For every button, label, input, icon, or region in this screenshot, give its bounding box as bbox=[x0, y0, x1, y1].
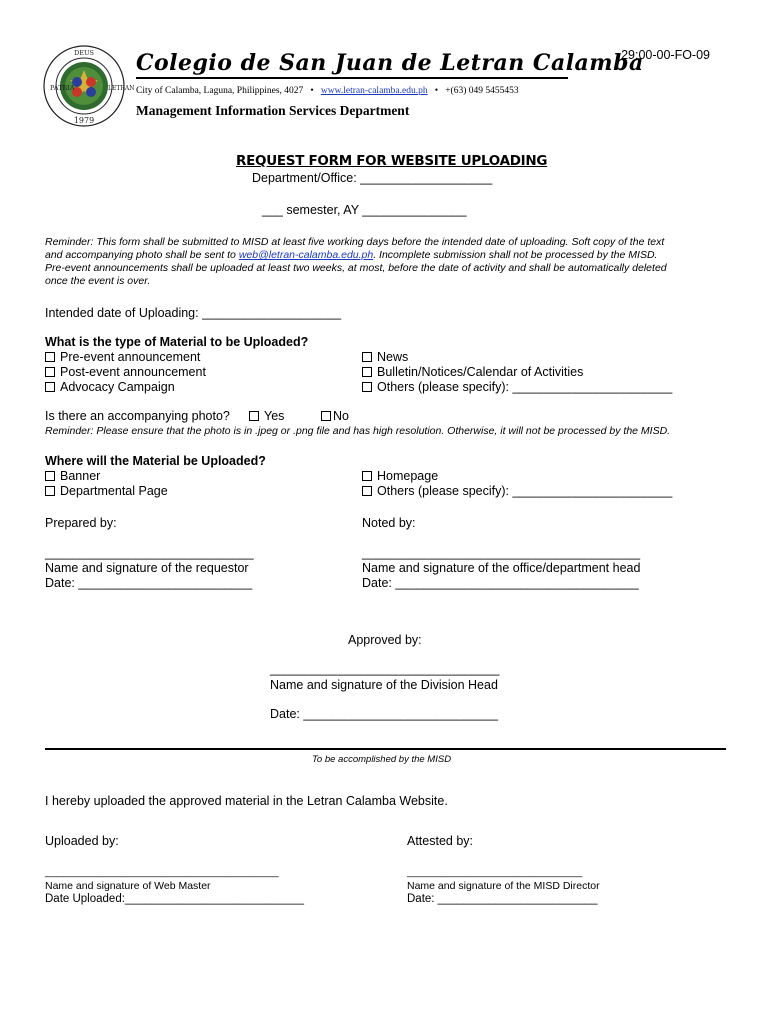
school-address-line bbox=[136, 86, 519, 96]
option-label: Yes bbox=[264, 409, 285, 423]
email-link[interactable]: web@letran-calamba.edu.ph bbox=[238, 249, 374, 261]
svg-text:DEUS: DEUS bbox=[74, 49, 94, 57]
division-head-date-field[interactable]: Date: ____________________________ bbox=[270, 707, 499, 721]
checkbox[interactable] bbox=[45, 367, 55, 377]
director-label: Name and signature of the MISD Director bbox=[407, 880, 600, 892]
form-title: REQUEST FORM FOR WEBSITE UPLOADING bbox=[236, 153, 548, 169]
material-option-pre-event[interactable] bbox=[45, 350, 200, 364]
checkbox[interactable] bbox=[45, 382, 55, 392]
approved-by-label: Approved by: bbox=[348, 633, 422, 647]
where-option-departmental-page[interactable] bbox=[45, 484, 168, 498]
phone: +(63) 049 5455453 bbox=[445, 86, 519, 96]
office-head-label: Name and signature of the office/department head bbox=[362, 561, 641, 575]
checkbox[interactable] bbox=[362, 471, 372, 481]
reminder-line-4: once the event is over. bbox=[45, 275, 151, 287]
checkbox[interactable] bbox=[362, 486, 372, 496]
school-name: Colegio de San Juan de Letran Calamba bbox=[136, 50, 644, 76]
option-label: Departmental Page bbox=[60, 484, 168, 498]
noted-by-label: Noted by: bbox=[362, 516, 416, 530]
option-label: News bbox=[377, 350, 409, 364]
photo-option-yes[interactable] bbox=[249, 409, 284, 423]
attested-by-label: Attested by: bbox=[407, 834, 474, 848]
upload-statement: I hereby uploaded the approved material in the Letran Calamba Website. bbox=[45, 794, 448, 808]
option-label: Homepage bbox=[377, 469, 439, 483]
checkbox[interactable] bbox=[249, 411, 259, 421]
svg-text:1979: 1979 bbox=[73, 116, 95, 125]
option-label: Banner bbox=[60, 469, 101, 483]
where-option-homepage[interactable] bbox=[362, 469, 438, 483]
bullet: • bbox=[434, 86, 439, 96]
header-rule bbox=[136, 77, 568, 79]
office-head-signature-line[interactable]: ________________________________________ bbox=[362, 546, 641, 560]
material-option-post-event[interactable] bbox=[45, 365, 206, 379]
option-label: Bulletin/Notices/Calendar of Activities bbox=[377, 365, 584, 379]
option-label: Others (please specify): _______________________ bbox=[377, 380, 673, 394]
checkbox[interactable] bbox=[45, 352, 55, 362]
uploaded-by-label: Uploaded by: bbox=[45, 834, 119, 848]
requestor-label: Name and signature of the requestor bbox=[45, 561, 249, 575]
office-head-date-field[interactable]: Date: ___________________________________ bbox=[362, 576, 639, 590]
option-label: Post-event announcement bbox=[60, 365, 206, 379]
photo-reminder: Reminder: Please ensure that the photo is in .jpeg or .png file and has high resolution. Otherwise, it will not be processed by the MISD. bbox=[45, 425, 671, 437]
reminder-line-3: Pre-event announcements shall be uploaded at least two weeks, at most, before the date of activity and shall be automatically deleted bbox=[45, 262, 667, 274]
option-label: No bbox=[333, 409, 349, 423]
checkbox[interactable] bbox=[45, 471, 55, 481]
checkbox[interactable] bbox=[45, 486, 55, 496]
web-master-label: Name and signature of Web Master bbox=[45, 880, 211, 892]
checkbox[interactable] bbox=[362, 367, 372, 377]
misd-caption: To be accomplished by the MISD bbox=[312, 754, 452, 765]
photo-option-no[interactable] bbox=[321, 409, 349, 423]
requestor-date-field[interactable]: Date: _________________________ bbox=[45, 576, 253, 590]
date-uploaded-field[interactable]: Date Uploaded:____________________________ bbox=[45, 893, 304, 905]
photo-question: Is there an accompanying photo? bbox=[45, 409, 230, 423]
requestor-signature-line[interactable]: ______________________________ bbox=[45, 546, 254, 560]
checkbox[interactable] bbox=[321, 411, 331, 421]
option-label: Pre-event announcement bbox=[60, 350, 201, 364]
checkbox[interactable] bbox=[362, 352, 372, 362]
department-name: Management Information Services Department bbox=[136, 103, 410, 118]
svg-text:PATRIA: PATRIA bbox=[50, 84, 75, 92]
semester-field[interactable]: ___ semester, AY _______________ bbox=[262, 203, 467, 217]
bullet: • bbox=[310, 86, 314, 96]
intended-date-field[interactable]: Intended date of Uploading: ____________________ bbox=[45, 306, 342, 320]
reminder-line-2 bbox=[45, 249, 657, 261]
checkbox[interactable] bbox=[362, 382, 372, 392]
section-divider bbox=[45, 748, 726, 750]
address: City of Calamba, Laguna, Philippines, 4027 bbox=[136, 86, 304, 96]
reminder-text: . Incomplete submission shall not be processed by the MISD. bbox=[373, 249, 658, 261]
where-option-banner[interactable] bbox=[45, 469, 100, 483]
website-link[interactable]: www.letran-calamba.edu.ph bbox=[320, 86, 428, 96]
reminder-text: and accompanying photo shall be sent to bbox=[45, 249, 239, 261]
director-date-field[interactable]: Date: _________________________ bbox=[407, 893, 598, 905]
web-master-signature-line[interactable]: ________________________________________ bbox=[45, 866, 279, 878]
school-logo bbox=[42, 44, 135, 128]
reminder-line-1: Reminder: This form shall be submitted to MISD at least five working days before the intended date of uploading. Soft copy of the text bbox=[45, 236, 665, 248]
material-option-advocacy[interactable] bbox=[45, 380, 175, 394]
director-signature-line[interactable]: ______________________________ bbox=[407, 866, 583, 878]
where-question: Where will the Material be Uploaded? bbox=[45, 454, 266, 468]
division-head-label: Name and signature of the Division Head bbox=[270, 678, 498, 692]
option-label: Advocacy Campaign bbox=[60, 380, 175, 394]
prepared-by-label: Prepared by: bbox=[45, 516, 117, 530]
material-option-bulletin[interactable] bbox=[362, 365, 583, 379]
form-code: 29:00-00-FO-09 bbox=[621, 48, 710, 62]
material-option-news[interactable] bbox=[362, 350, 408, 364]
department-office-field[interactable]: Department/Office: ___________________ bbox=[252, 171, 493, 185]
svg-text:LETRAN: LETRAN bbox=[108, 85, 135, 92]
where-option-others[interactable] bbox=[362, 484, 672, 498]
division-head-signature-line[interactable]: _________________________________ bbox=[270, 662, 500, 676]
material-type-question: What is the type of Material to be Uploaded? bbox=[45, 335, 309, 349]
material-option-others[interactable] bbox=[362, 380, 672, 394]
option-label: Others (please specify): _______________________ bbox=[377, 484, 673, 498]
